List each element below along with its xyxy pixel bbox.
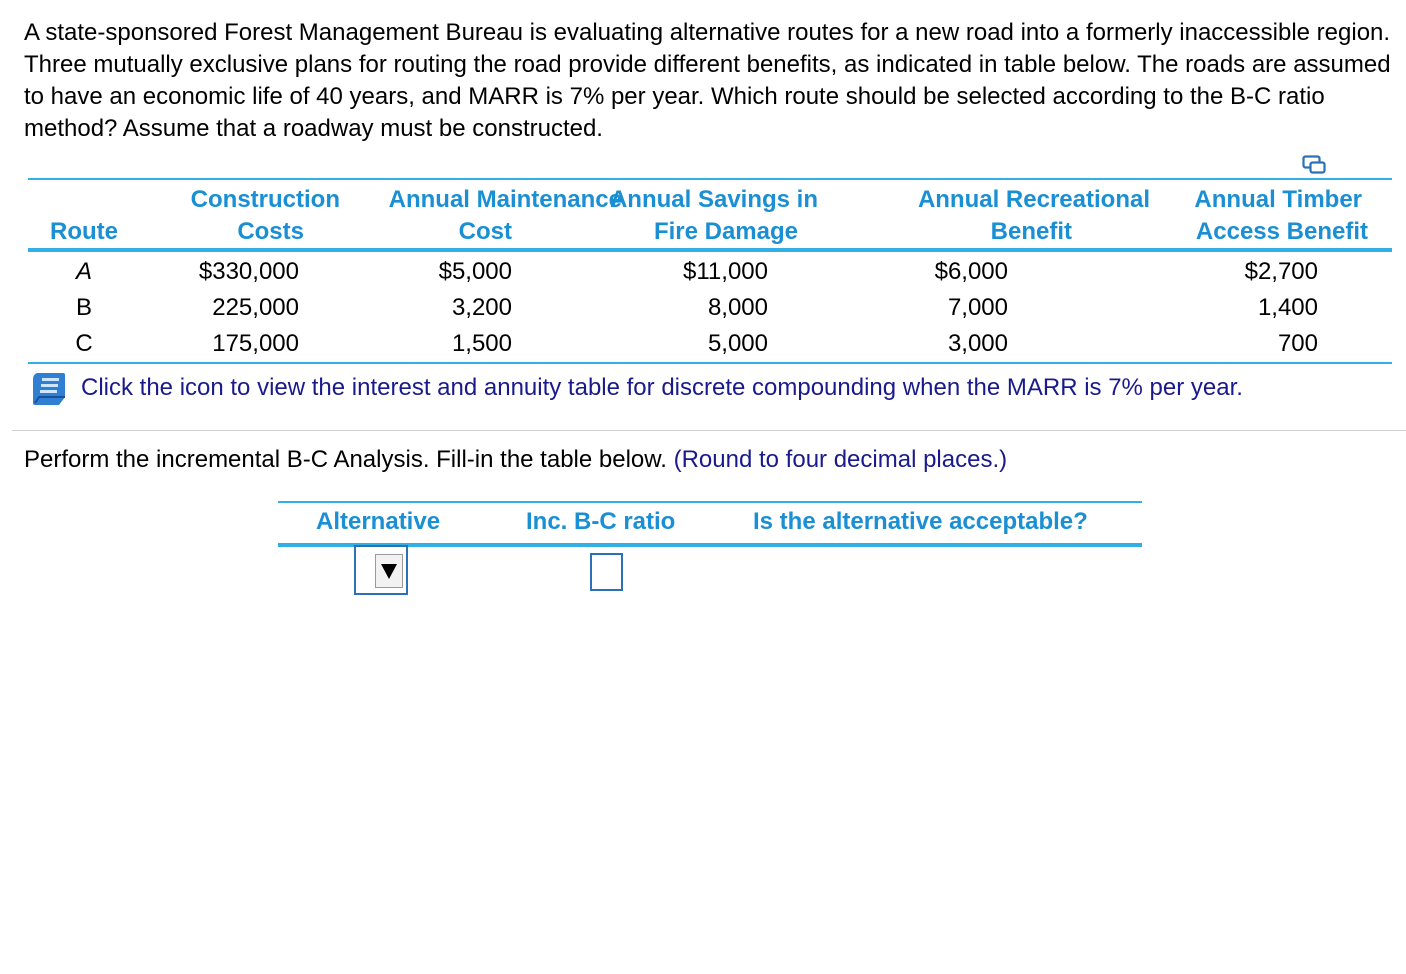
header-acceptable: Is the alternative acceptable? bbox=[753, 508, 1088, 535]
answer-table-header bbox=[278, 501, 1142, 547]
route-label: A bbox=[75, 258, 92, 285]
interest-table-link[interactable] bbox=[28, 368, 1243, 408]
dropdown-arrow-button[interactable] bbox=[375, 554, 403, 588]
route-label: B bbox=[75, 294, 92, 321]
fire-savings-cell: 8,000 bbox=[707, 294, 768, 321]
alternative-dropdown[interactable] bbox=[354, 545, 408, 595]
fire-savings-cell: 5,000 bbox=[512, 326, 802, 363]
answer-table bbox=[278, 501, 1142, 547]
header-alternative: Alternative bbox=[316, 508, 441, 535]
table-row bbox=[28, 326, 1392, 363]
header-route: Route bbox=[28, 179, 140, 250]
chevron-down-icon bbox=[381, 564, 397, 579]
table-row bbox=[28, 290, 1392, 326]
table-header-row bbox=[28, 179, 1392, 250]
construction-cost-cell: 175,000 bbox=[140, 326, 340, 363]
header-construction-costs: Construction Costs bbox=[140, 179, 340, 250]
table-row bbox=[28, 250, 1392, 290]
header-annual-recreational-benefit: Annual Recreational Benefit bbox=[802, 179, 1076, 250]
header-annual-savings-fire-damage: Annual Savings in Fire Damage bbox=[512, 179, 802, 250]
header-annual-timber-access-benefit: Annual Timber Access Benefit bbox=[1076, 179, 1392, 250]
book-icon[interactable] bbox=[28, 368, 68, 408]
header-inc-bc-ratio: Inc. B-C ratio bbox=[526, 508, 676, 535]
maintenance-cost-cell: $5,000 bbox=[438, 258, 512, 285]
header-annual-maintenance-cost: Annual Maintenance Cost bbox=[340, 179, 512, 250]
maintenance-cost-cell: 1,500 bbox=[340, 326, 512, 363]
instruction bbox=[24, 444, 1007, 476]
timber-benefit-cell: 1,400 bbox=[1257, 294, 1318, 321]
fire-savings-cell: $11,000 bbox=[683, 258, 768, 285]
timber-benefit-cell: 700 bbox=[1076, 326, 1392, 363]
copy-to-clipboard-icon[interactable] bbox=[1302, 155, 1328, 175]
interest-table-link-text[interactable]: Click the icon to view the interest and annuity table for discrete compounding when the MARR is 7% per year. bbox=[81, 374, 1243, 401]
recreational-benefit-cell: $6,000 bbox=[934, 258, 1008, 285]
rounding-hint: (Round to four decimal places.) bbox=[673, 446, 1008, 473]
route-label: C bbox=[28, 326, 140, 363]
timber-benefit-cell: $2,700 bbox=[1244, 258, 1318, 285]
construction-cost-cell: $330,000 bbox=[198, 258, 299, 285]
recreational-benefit-cell: 7,000 bbox=[947, 294, 1008, 321]
inc-bc-ratio-input[interactable] bbox=[590, 553, 623, 591]
recreational-benefit-cell: 3,000 bbox=[802, 326, 1076, 363]
section-divider bbox=[12, 430, 1406, 431]
construction-cost-cell: 225,000 bbox=[212, 294, 299, 321]
maintenance-cost-cell: 3,200 bbox=[451, 294, 512, 321]
route-data-table bbox=[28, 178, 1392, 364]
problem-statement: A state-sponsored Forest Management Bureau is evaluating alternative routes for a new road into a formerly inaccessible region. Three mutually exclusive plans for routing the road provide different benefits, as indicated in table below. The roads are assumed to have an economic life of 40 years, and MARR is 7% per year. Which route should be selected according to the B-C ratio method? Assume that a roadway must be constructed. bbox=[24, 19, 1391, 142]
instruction-text: Perform the incremental B-C Analysis. Fill-in the table below. bbox=[24, 446, 667, 473]
